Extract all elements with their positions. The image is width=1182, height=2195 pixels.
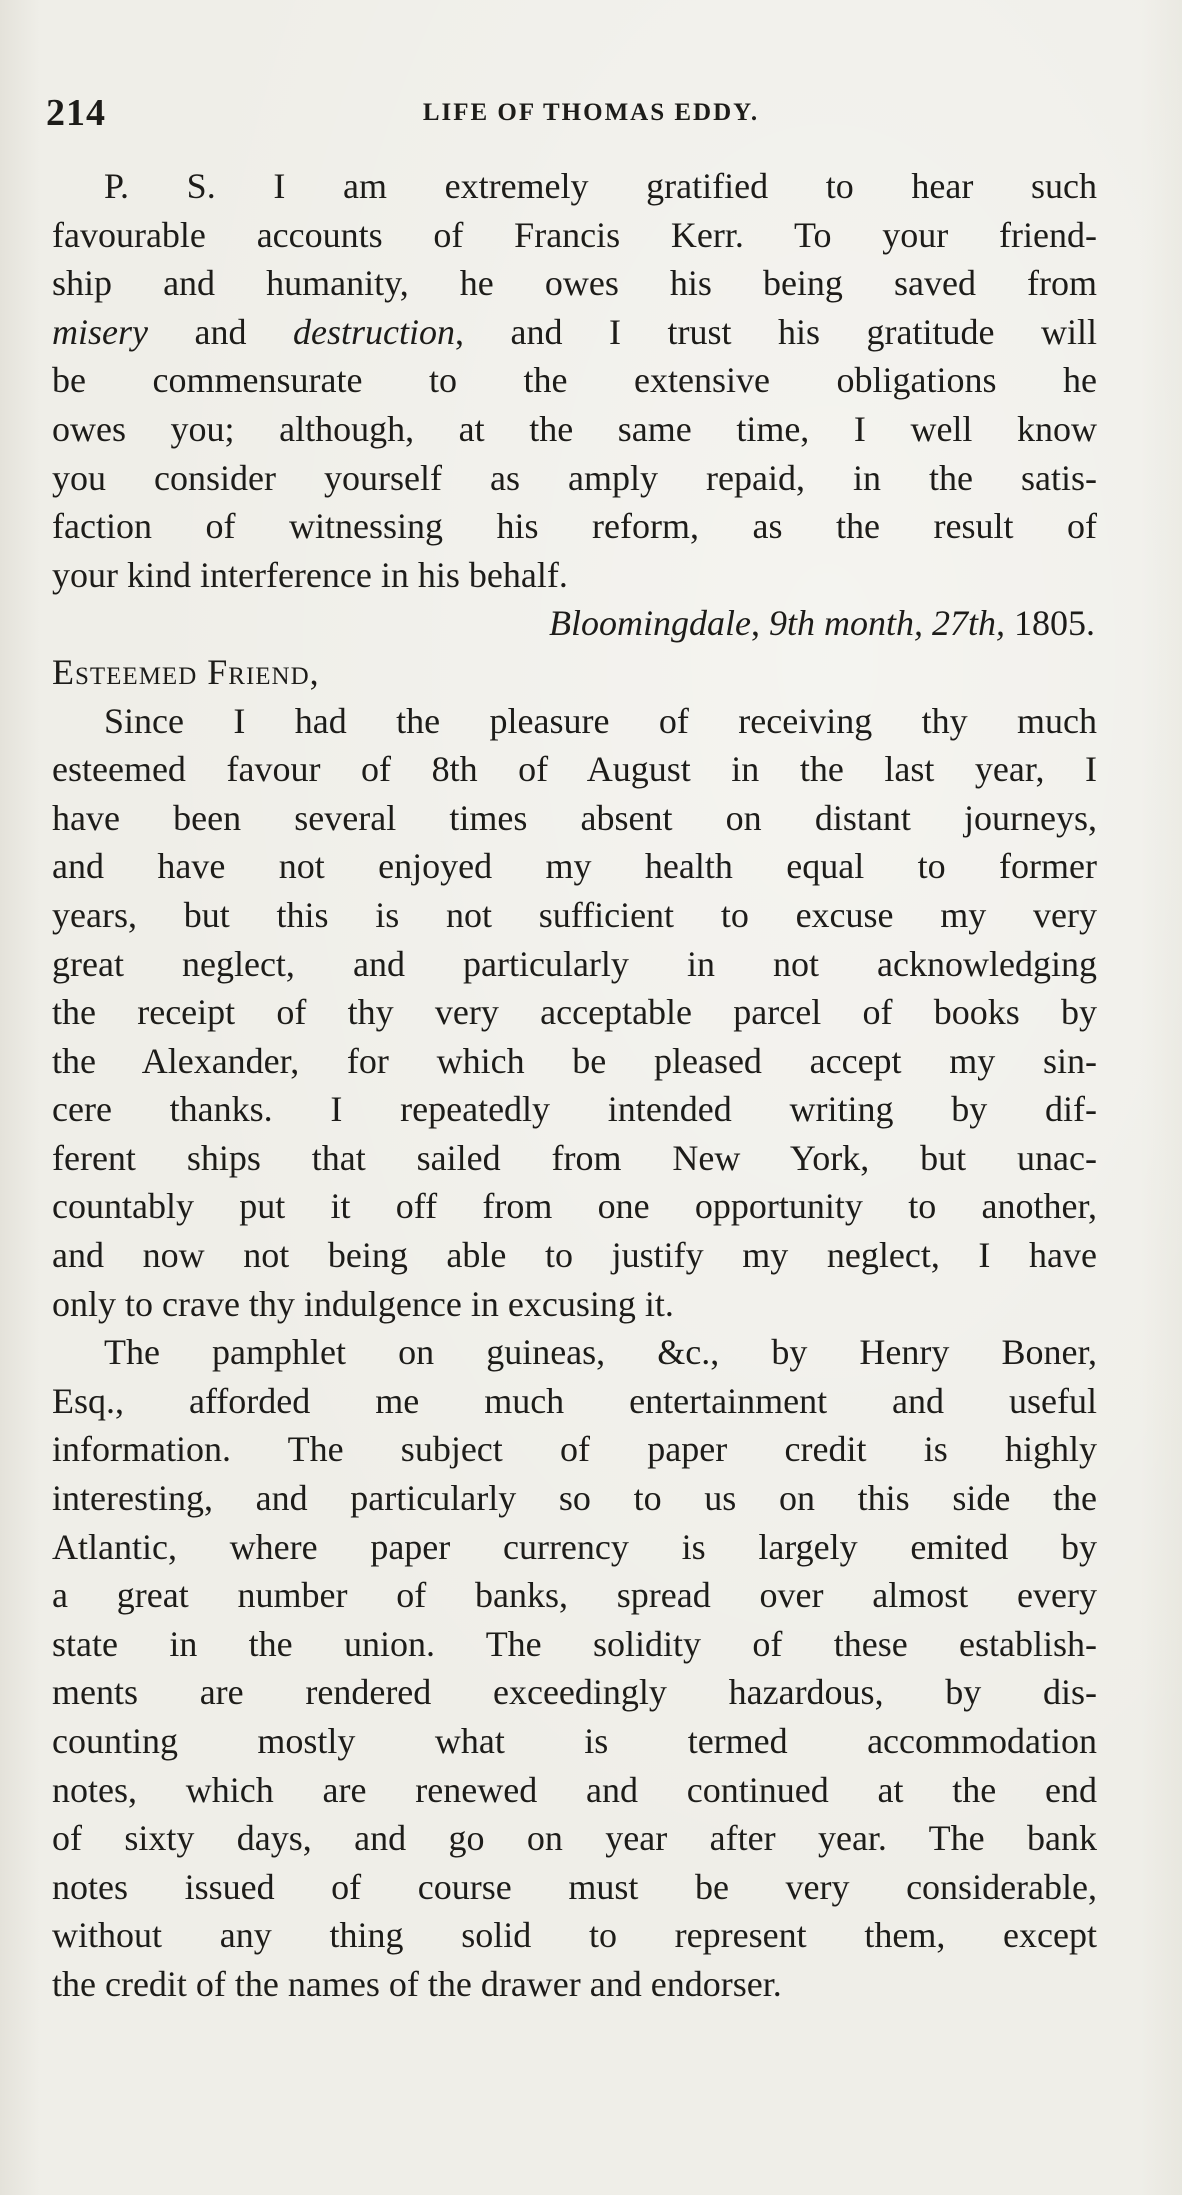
dateline-place: Bloomingdale — [549, 603, 751, 644]
text-line: only to crave thy indulgence in excusing it. — [52, 1283, 674, 1324]
running-head: LIFE OF THOMAS EDDY. — [422, 99, 760, 126]
text-fragment: , and I trust his gratitude will — [454, 311, 1098, 352]
letter-dateline: Bloomingdale, 9th month, 27th, 1805. — [549, 603, 1095, 644]
text-line: without any thing solid to represent them, except — [52, 1915, 1097, 1956]
text-line: be commensurate to the extensive obligations he — [52, 360, 1097, 401]
text-fragment: and — [194, 311, 247, 352]
text-line: years, but this is not sufficient to excuse my very — [52, 894, 1097, 935]
text-line: ments are rendered exceedingly hazardous, by dis- — [52, 1672, 1097, 1713]
text-line: the credit of the names of the drawer and endorser. — [52, 1963, 782, 2004]
postscript-paragraph — [52, 162, 1097, 599]
text-line: counting mostly what is termed accommodation — [52, 1721, 1097, 1761]
letter-paragraph-1 — [52, 697, 1097, 1329]
text-line: ferent ships that sailed from New York, but unac- — [52, 1137, 1097, 1178]
text-line: Esq., afforded me much entertainment and useful — [52, 1380, 1097, 1421]
text-line: esteemed favour of 8th of August in the last year, I — [52, 749, 1097, 790]
text-line — [52, 308, 1097, 357]
page-number: 214 — [46, 92, 106, 134]
text-line: and now not being able to justify my neglect, I have — [52, 1235, 1097, 1276]
text-line: interesting, and particularly so to us on this side the — [52, 1478, 1097, 1519]
text-line: faction of witnessing his reform, as the result of — [52, 506, 1097, 547]
italic-word: misery — [52, 311, 148, 352]
text-line: the receipt of thy very acceptable parcel of books by — [52, 992, 1097, 1033]
page-header — [46, 88, 1106, 138]
text-line: your kind interference in his behalf. — [52, 554, 568, 595]
italic-word: destruction — [293, 311, 455, 352]
text-line: notes, which are renewed and continued at the end — [52, 1769, 1097, 1810]
text-line: a great number of banks, spread over almost every — [52, 1575, 1097, 1616]
text-line: The pamphlet on guineas, &c., by Henry Boner, — [104, 1332, 1097, 1373]
text-line: of sixty days, and go on year after year. The bank — [52, 1818, 1097, 1859]
text-line: ship and humanity, he owes his being saved from — [52, 263, 1097, 304]
text-line: cere thanks. I repeatedly intended writing by dif- — [52, 1089, 1097, 1130]
text-line: you consider yourself as amply repaid, in the satis- — [52, 457, 1097, 498]
text-line: Since I had the pleasure of receiving thy much — [104, 700, 1097, 741]
dateline-year: 1805. — [1014, 603, 1095, 644]
text-line: notes issued of course must be very considerable, — [52, 1866, 1097, 1907]
text-line: owes you; although, at the same time, I well know — [52, 408, 1097, 449]
text-line: information. The subject of paper credit is highly — [52, 1429, 1097, 1470]
text-line: favourable accounts of Francis Kerr. To your friend- — [52, 214, 1097, 255]
dateline-date: 9th month, 27th, — [768, 603, 1005, 644]
letter-paragraph-2 — [52, 1328, 1097, 2008]
body-text — [52, 162, 1097, 2009]
text-line: Atlantic, where paper currency is largely emited by — [52, 1526, 1097, 1567]
text-line: the Alexander, for which be pleased accept my sin- — [52, 1040, 1097, 1081]
text-line: and have not enjoyed my health equal to former — [52, 846, 1097, 887]
text-line: have been several times absent on distant journeys, — [52, 797, 1097, 838]
text-line: countably put it off from one opportunity to another, — [52, 1186, 1097, 1227]
letter-salutation: Esteemed Friend, — [52, 651, 320, 692]
text-line: great neglect, and particularly in not acknowledging — [52, 943, 1097, 984]
text-line: state in the union. The solidity of these establish- — [52, 1623, 1097, 1664]
text-line: P. S. I am extremely gratified to hear such — [104, 166, 1097, 206]
